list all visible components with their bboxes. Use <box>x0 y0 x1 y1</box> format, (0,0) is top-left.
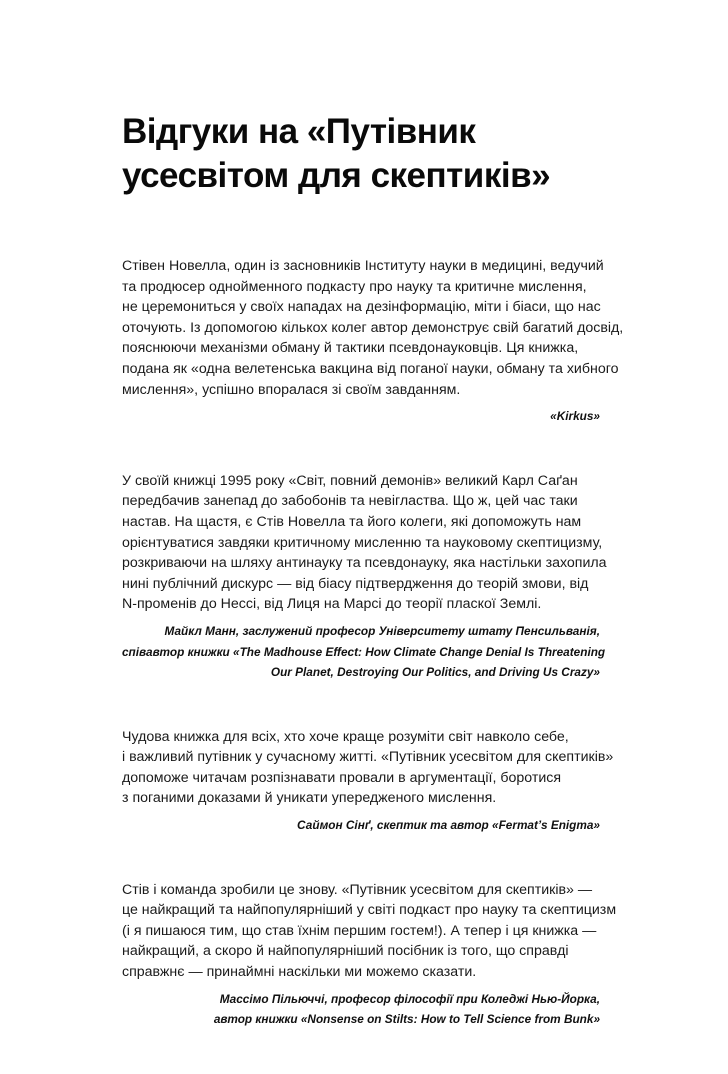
review-singh <box>122 727 614 836</box>
review-text-line: пояснюючи механізми обману й тактики псевдонауковців. Ця книжка, <box>122 340 579 357</box>
attribution-line: співавтор книжки «The Madhouse Effect: How Climate Change Denial Is Threatening <box>122 644 606 659</box>
review-text-line: з поганими доказами й уникати упередженого мислення. <box>122 790 497 807</box>
review-text-line: нині публічний дискурс — від біасу підтвердження до теорій змови, від <box>122 575 589 592</box>
attribution-line: «Kirkus» <box>550 409 600 424</box>
review-text <box>122 471 607 615</box>
page-title <box>122 110 600 198</box>
review-attribution <box>122 406 600 427</box>
attribution-line: Our Planet, Destroying Our Politics, and Driving Us Crazy» <box>270 665 600 680</box>
review-text-line: передбачив занепад до забобонів та невігластва. Що ж, цей час таки <box>122 493 578 510</box>
review-text <box>122 256 624 400</box>
review-text-line: Стів і команда зробили це знову. «Путівник усесвітом для скептиків» — <box>122 881 593 898</box>
review-text-line: Стівен Новелла, один із засновників Інституту науки в медицині, ведучий <box>122 258 604 274</box>
title-line-2: усесвітом для скептиків» <box>122 156 551 195</box>
review-text-line: Чудова книжка для всіх, хто хоче краще розуміти світ навколо себе, <box>122 728 569 745</box>
review-text-line: та продюсер однойменного подкасту про науку та критичне мислення, <box>122 278 587 295</box>
review-text-line: мислення», успішно впоралася зі своїм завданням. <box>122 381 461 398</box>
review-text-line: справжнє — принаймні наскільки ми можемо сказати. <box>122 964 477 981</box>
review-text-line: і важливий путівник у сучасному житті. «Путівник усесвітом для скептиків» <box>122 749 614 766</box>
review-mann <box>122 471 607 683</box>
title-line-1: Відгуки на «Путівник <box>122 112 476 151</box>
review-attribution <box>122 989 600 1030</box>
review-text-line: орієнтуватися завдяки критичному мисленню та науковому скептицизму, <box>122 534 603 551</box>
review-text-line: найкращий, а скоро й найпопулярніший посібник із того, що справді <box>122 943 569 960</box>
review-text-line: оточують. Із допомогою кількох колег автор демонструє свій багатий досвід, <box>122 319 624 336</box>
review-text-line: допоможе читачам розпізнавати провали в аргументації, боротися <box>122 769 562 786</box>
review-text-line: N-променів до Нессі, від Лиця на Марсі до теорії пласкої Землі. <box>122 596 542 613</box>
review-attribution <box>122 621 606 683</box>
review-text-line: У своїй книжці 1995 року «Світ, повний демонів» великий Карл Саґан <box>122 472 578 489</box>
review-text-line: подана як «одна велетенська вакцина від поганої науки, обману та хибного <box>122 360 619 377</box>
attribution-line: Саймон Сінґ, скептик та автор «Fermat’s Enigma» <box>296 818 600 833</box>
review-attribution <box>122 815 600 836</box>
review-pigliucci <box>122 880 617 1030</box>
review-text-line: (і я пишаюся тим, що став їхнім першим гостем!). А тепер і ця книжка — <box>122 922 597 939</box>
attribution-line: Майкл Манн, заслужений професор Університету штату Пенсильванія, <box>164 623 600 638</box>
page-content <box>122 110 624 1074</box>
reviews-list <box>122 256 624 1030</box>
review-text-line: це найкращий та найпопулярніший у світі подкаст про науку та скептицизм <box>122 902 617 919</box>
review-text-line: розкриваючи на шляху антинауку та псевдонауку, яка настільки захопила <box>122 555 607 572</box>
review-text <box>122 727 614 809</box>
review-text-line: не церемониться у своїх нападах на дезінформацію, міти і біаси, що нас <box>122 299 601 316</box>
review-kirkus <box>122 256 624 427</box>
attribution-line: Массімо Пільюччі, професор філософії при Коледжі Нью-Йорка, <box>219 991 600 1006</box>
review-text-line: настав. На щастя, є Стів Новелла та його колеги, які допоможуть нам <box>122 513 582 530</box>
review-text <box>122 880 617 983</box>
attribution-line: автор книжки «Nonsense on Stilts: How to Tell Science from Bunk» <box>213 1012 600 1027</box>
